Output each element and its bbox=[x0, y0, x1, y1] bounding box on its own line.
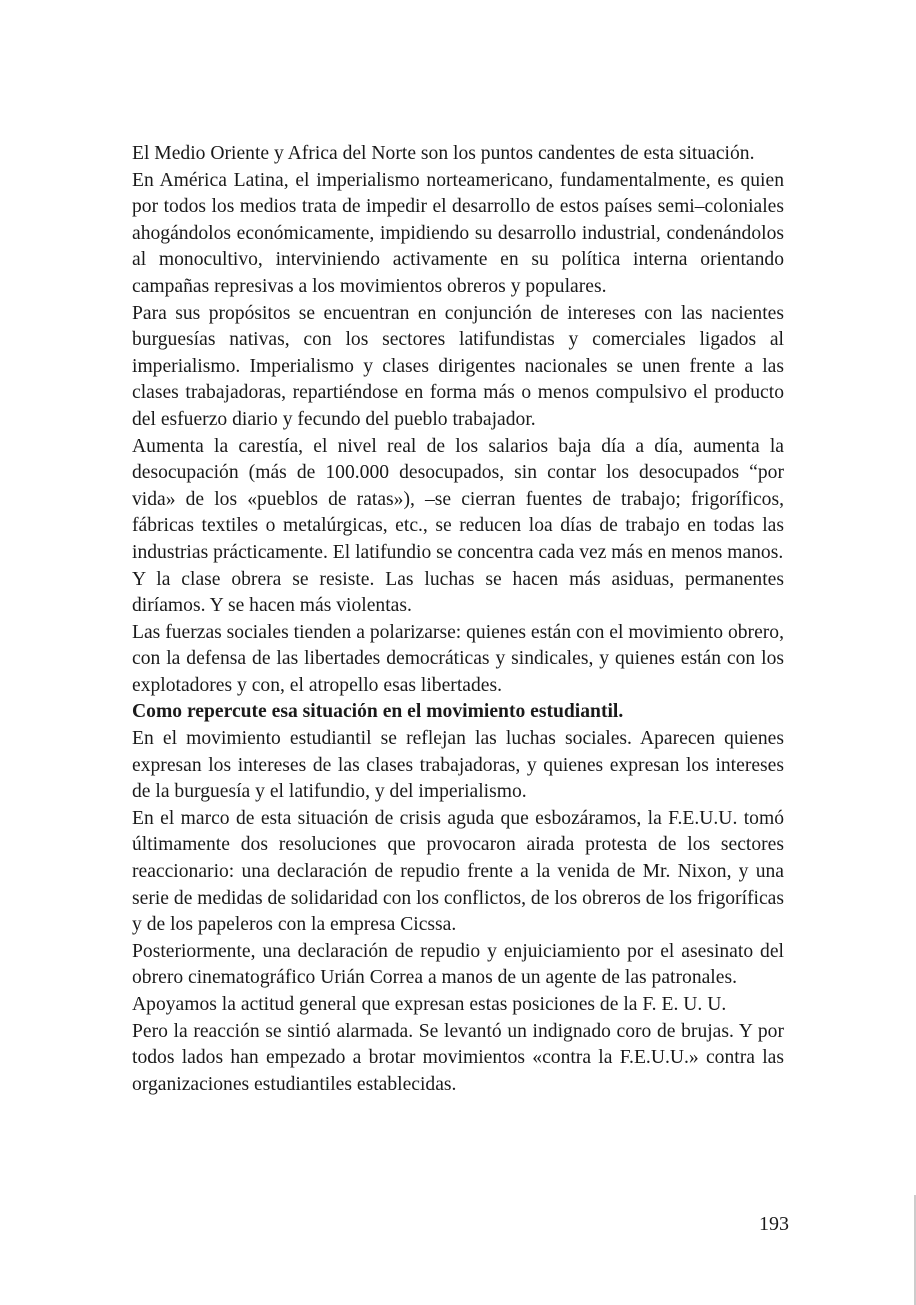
paragraph-4: Aumenta la carestía, el nivel real de los salarios baja día a día, aumenta la desocupación (más de 100.000 desocupados, sin contar los desocupados “por vida» de los «pueblos de ratas»), –se cierran fuentes de trabajo; frigoríficos, fábricas textiles o metalúrgicas, etc., se reducen loa días de trabajo en todas las industrias prácticamente. El latifundio se concentra cada vez más en menos manos. bbox=[132, 435, 784, 563]
paragraph-7: En el movimiento estudiantil se reflejan las luchas sociales. Aparecen quienes expresan los intereses de las clases trabajadoras, y quienes expresan los intereses de la burguesía y el latifundio, y del imperialismo. bbox=[132, 728, 784, 803]
paragraph-5: Y la clase obrera se resiste. Las luchas se hacen más asiduas, permanentes diríamos. Y se hacen más violentas. bbox=[132, 568, 784, 617]
page-number: 193 bbox=[759, 1213, 789, 1235]
body-text bbox=[132, 141, 784, 1098]
paragraph-3: Para sus propósitos se encuentran en conjunción de intereses con las nacientes burguesías nativas, con los sectores latifundistas y comerciales ligados al imperialismo. Imperialismo y clases dirigentes nacionales se unen frente a las clases trabajadoras, repartiéndose en forma más o menos compulsivo el producto del esfuerzo diario y fecundo del pueblo trabajador. bbox=[132, 302, 784, 430]
paragraph-6: Las fuerzas sociales tienden a polarizarse: quienes están con el movimiento obrero, con la defensa de las libertades democráticas y sindicales, y quienes están con los explotadores y con, el atropello esas libertades. bbox=[132, 621, 784, 696]
paragraph-9: Posteriormente, una declaración de repudio y enjuiciamiento por el asesinato del obrero cinematográfico Urián Correa a manos de un agente de las patronales. bbox=[132, 940, 784, 989]
paragraph-1: El Medio Oriente y Africa del Norte son los puntos candentes de esta situación. bbox=[132, 143, 755, 164]
section-heading: Como repercute esa situación en el movimiento estudiantil. bbox=[132, 701, 624, 723]
paragraph-11: Pero la reacción se sintió alarmada. Se levantó un indignado coro de brujas. Y por todos lados han empezado a brotar movimientos «contra la F.E.U.U.» contra las organizaciones estudiantiles establecidas. bbox=[132, 1020, 784, 1095]
paragraph-10: Apoyamos la actitud general que expresan estas posiciones de la F. E. U. U. bbox=[132, 994, 727, 1015]
paragraph-8: En el marco de esta situación de crisis aguda que esbozáramos, la F.E.U.U. tomó últimamente dos resoluciones que provocaron airada protesta de los sectores reaccionario: una declaración de repudio frente a la venida de Mr. Nixon, y una serie de medidas de solidaridad con los conflictos, de los obreros de los frigoríficas y de los papeleros con la empresa Cicssa. bbox=[132, 807, 784, 936]
paragraph-2: En América Latina, el imperialismo norteamericano, fundamentalmente, es quien por todos los medios trata de impedir el desarrollo de estos países semi–coloniales ahogándolos económicamente, impidiendo su desarrollo industrial, condenándolos al monocultivo, interviniendo activamente en su política interna orientando campañas represivas a los movimientos obreros y populares. bbox=[132, 169, 784, 297]
